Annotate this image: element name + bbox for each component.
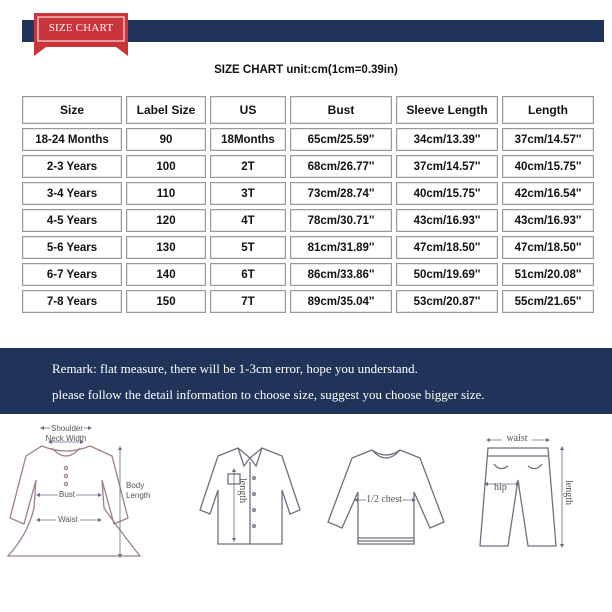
sweater-chest-label: 1/2 chest — [366, 494, 402, 505]
column-header: Size — [22, 96, 122, 124]
shirt-length-label: length — [237, 478, 248, 503]
table-cell: 90 — [126, 128, 206, 151]
dress-length-label: Length — [126, 491, 151, 500]
table-row — [22, 209, 594, 232]
table-cell: 37cm/14.57'' — [502, 128, 594, 151]
table-cell: 65cm/25.59'' — [290, 128, 392, 151]
table-cell: 40cm/15.75'' — [502, 155, 594, 178]
table-cell: 53cm/20.87'' — [396, 290, 498, 313]
table-cell: 100 — [126, 155, 206, 178]
chart-title: SIZE CHART unit:cm(1cm=0.39in) — [214, 64, 398, 76]
table-cell: 18-24 Months — [22, 128, 122, 151]
column-header: Sleeve Length — [396, 96, 498, 124]
table-cell: 150 — [126, 290, 206, 313]
table-cell: 120 — [126, 209, 206, 232]
table-cell: 89cm/35.04'' — [290, 290, 392, 313]
table-row — [22, 236, 594, 259]
table-cell: 40cm/15.75'' — [396, 182, 498, 205]
table-cell: 47cm/18.50'' — [396, 236, 498, 259]
table-cell: 50cm/19.69'' — [396, 263, 498, 286]
table-row — [22, 182, 594, 205]
pants-icon — [480, 448, 556, 546]
table-cell: 42cm/16.54'' — [502, 182, 594, 205]
size-table-container — [18, 92, 594, 317]
remark-line-2: please follow the detail information to choose size, suggest you choose bigger size. — [52, 387, 485, 402]
table-cell: 5T — [210, 236, 286, 259]
size-table — [18, 92, 598, 317]
dress-bust-label: Bust — [58, 490, 76, 499]
table-row — [22, 290, 594, 313]
table-cell: 51cm/20.08'' — [502, 263, 594, 286]
pants-hip-label: hip — [494, 482, 507, 493]
table-cell: 78cm/30.71'' — [290, 209, 392, 232]
table-cell: 4T — [210, 209, 286, 232]
column-header: Bust — [290, 96, 392, 124]
column-header: Length — [502, 96, 594, 124]
table-row — [22, 128, 594, 151]
size-chart-badge-label: SIZE CHART — [48, 22, 114, 34]
table-cell: 2T — [210, 155, 286, 178]
table-row — [22, 155, 594, 178]
table-cell: 68cm/26.77'' — [290, 155, 392, 178]
size-chart-ribbon — [34, 13, 128, 56]
remark-band — [0, 348, 612, 414]
table-cell: 7T — [210, 290, 286, 313]
column-header: Label Size — [126, 96, 206, 124]
table-cell: 37cm/14.57'' — [396, 155, 498, 178]
table-cell: 3-4 Years — [22, 182, 122, 205]
table-cell: 6-7 Years — [22, 263, 122, 286]
table-cell: 6T — [210, 263, 286, 286]
table-header-row — [22, 96, 594, 124]
table-cell: 4-5 Years — [22, 209, 122, 232]
table-cell: 110 — [126, 182, 206, 205]
remark-line-1: Remark: flat measure, there will be 1-3cm error, hope you understand. — [52, 361, 418, 376]
table-cell: 7-8 Years — [22, 290, 122, 313]
table-cell: 81cm/31.89'' — [290, 236, 392, 259]
dress-waist-label: Waist — [58, 515, 78, 524]
table-cell: 34cm/13.39'' — [396, 128, 498, 151]
pants-waist-label: waist — [506, 433, 528, 444]
column-header: US — [210, 96, 286, 124]
pants-length-label: length — [563, 480, 574, 505]
table-cell: 130 — [126, 236, 206, 259]
table-cell: 3T — [210, 182, 286, 205]
table-cell: 43cm/16.93'' — [502, 209, 594, 232]
table-cell: 47cm/18.50'' — [502, 236, 594, 259]
measurement-diagrams — [0, 418, 612, 612]
dress-shoulder-label: Shoulder — [50, 424, 84, 433]
table-cell: 55cm/21.65'' — [502, 290, 594, 313]
table-cell: 18Months — [210, 128, 286, 151]
shirt-icon — [200, 448, 300, 544]
table-cell: 5-6 Years — [22, 236, 122, 259]
table-cell: 86cm/33.86'' — [290, 263, 392, 286]
table-row — [22, 263, 594, 286]
table-cell: 73cm/28.74'' — [290, 182, 392, 205]
table-cell: 2-3 Years — [22, 155, 122, 178]
table-cell: 43cm/16.93'' — [396, 209, 498, 232]
table-cell: 140 — [126, 263, 206, 286]
dress-body-label: Body — [126, 481, 145, 490]
dress-neck-width-label: Neck Width — [45, 434, 87, 443]
